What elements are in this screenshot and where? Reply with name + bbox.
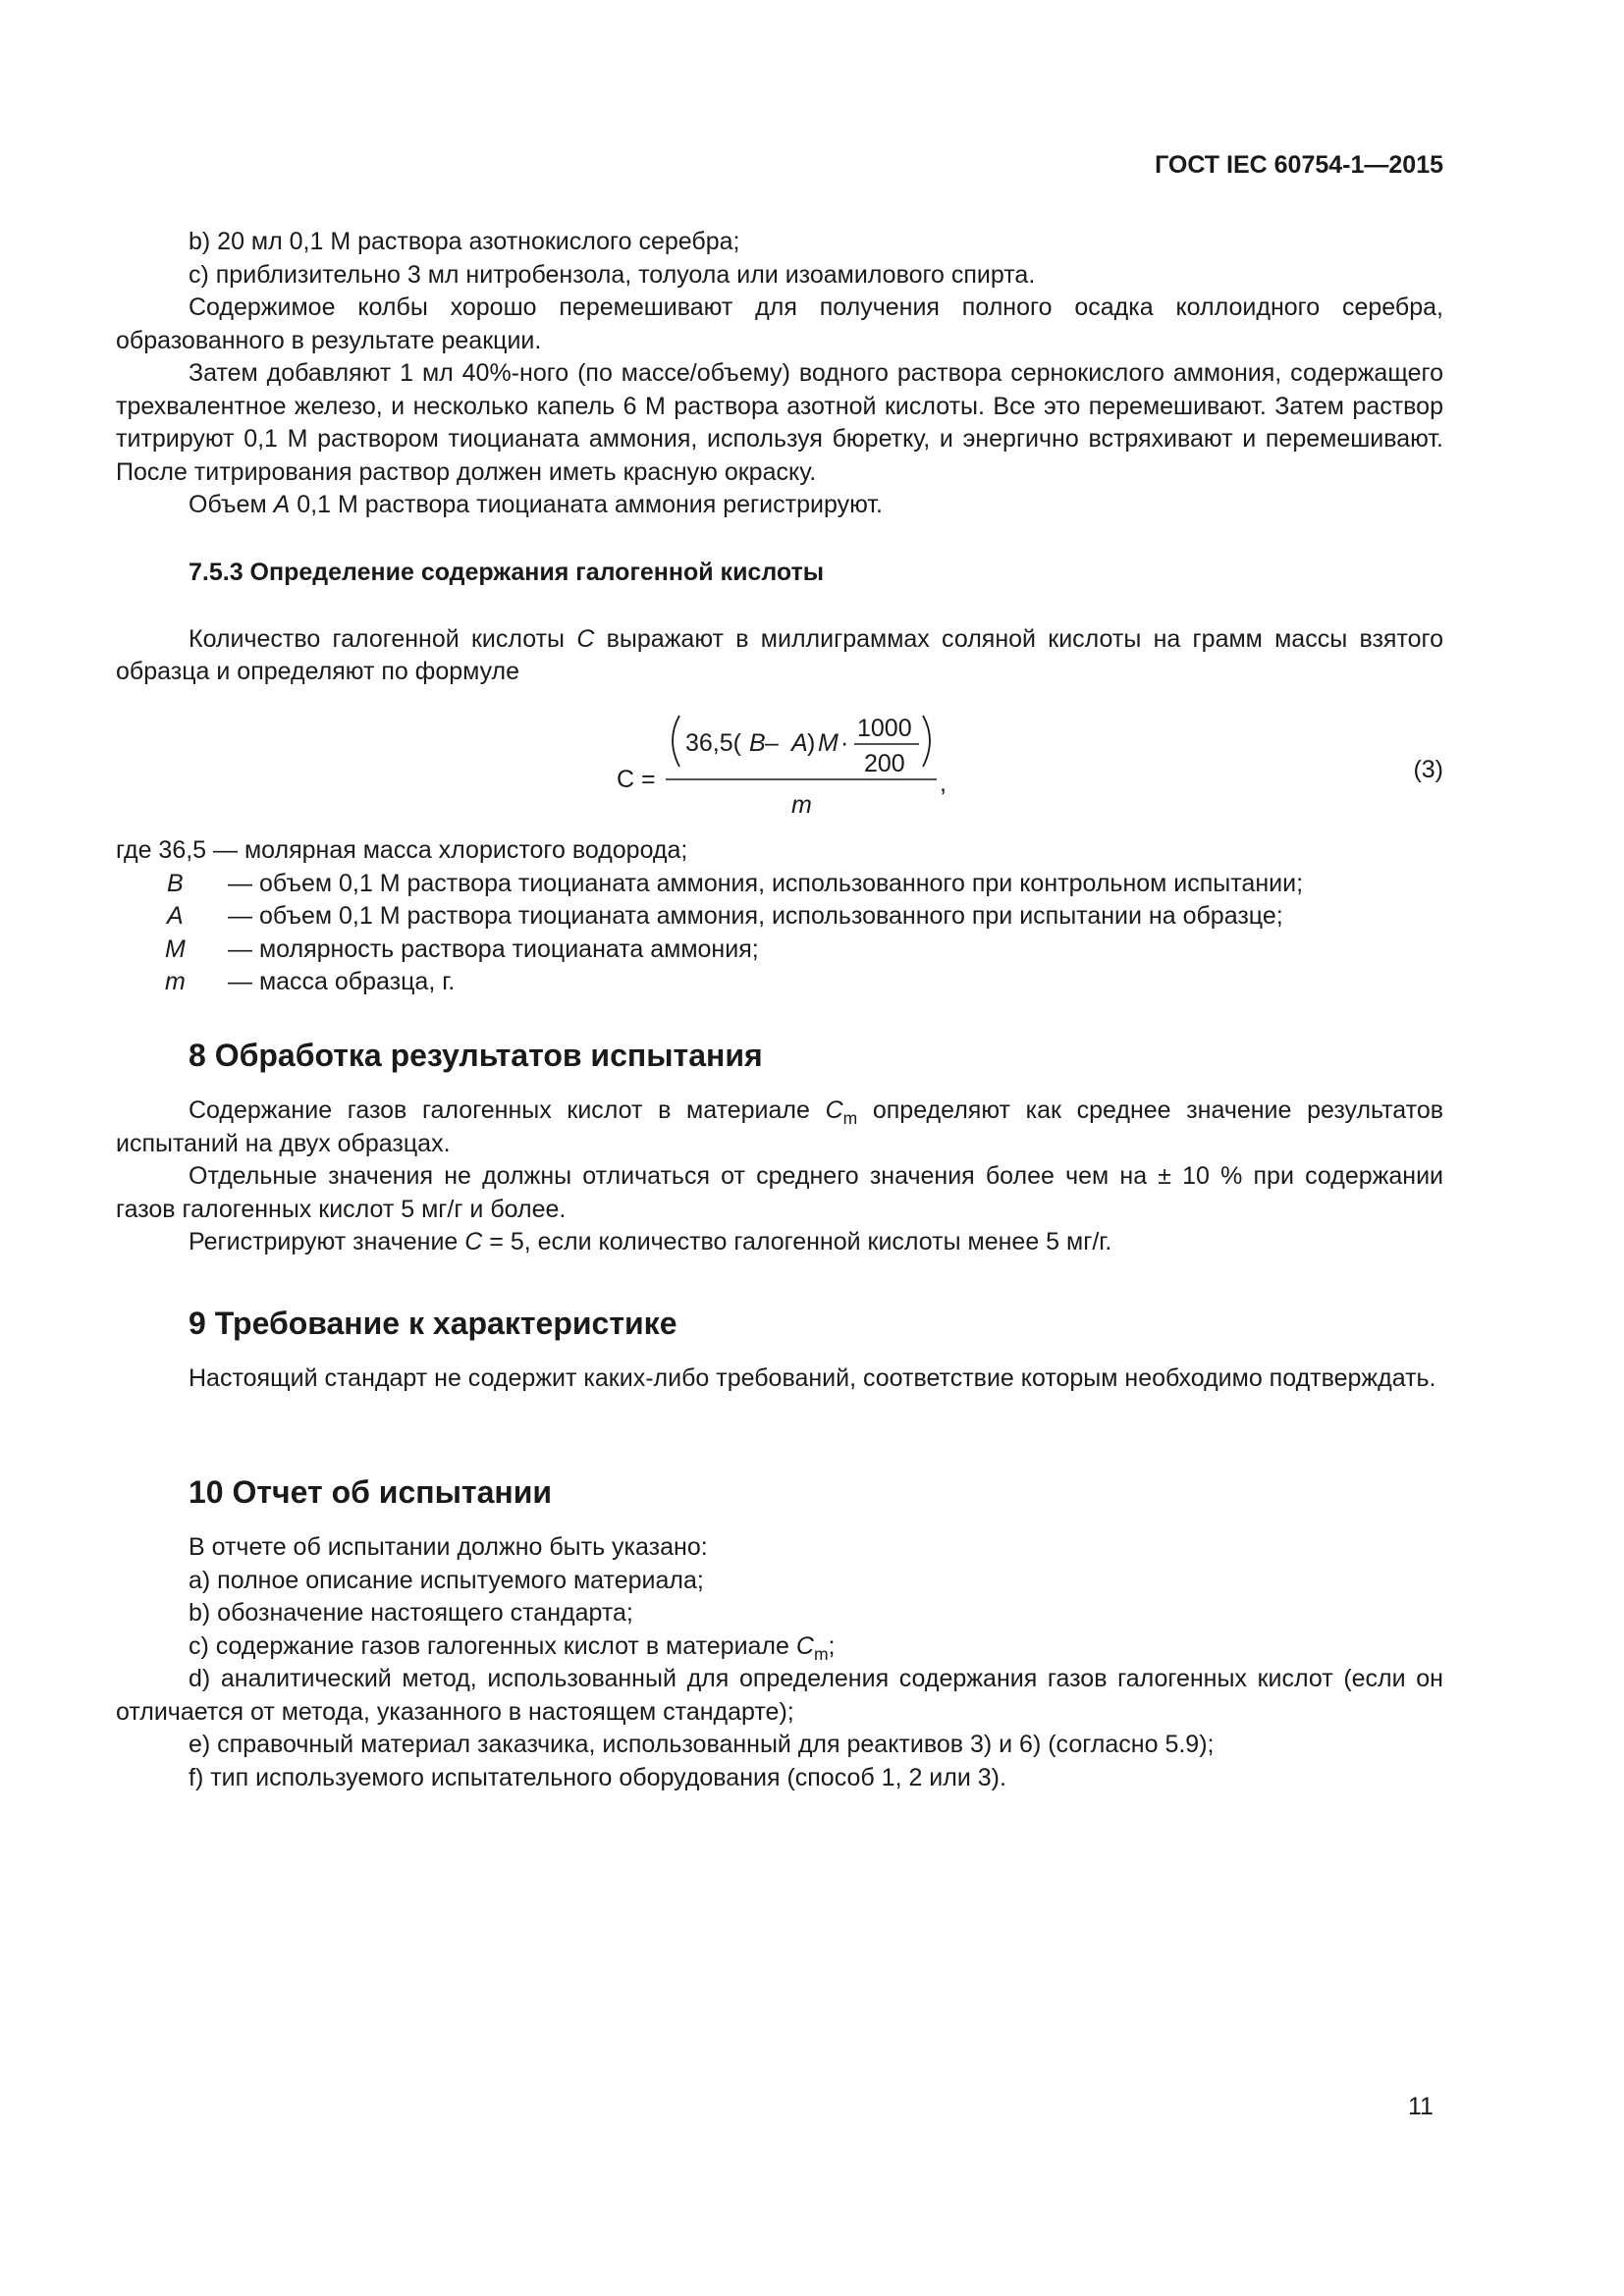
report-item-b: b) обозначение настоящего стандарта; [189, 1599, 633, 1627]
block-materials [116, 226, 1443, 522]
left-paren-icon [673, 716, 679, 767]
section-9 [116, 1304, 1443, 1396]
formula-coef: 36,5( [685, 729, 741, 757]
document-header: ГОСТ IEC 60754-1—2015 [1155, 151, 1443, 179]
formula-den-200: 200 [864, 750, 905, 777]
section-heading-7-5-3: 7.5.3 Определение содержания галогенной кислоты [189, 559, 825, 586]
section-10 [116, 1472, 1443, 1794]
formula-lhs: C = [617, 766, 656, 793]
report-item-f: f) тип используемого испытательного оборудования (способ 1, 2 или 3). [189, 1763, 1006, 1791]
section-heading-10: 10 Отчет об испытании [189, 1474, 553, 1510]
report-item-e: e) справочный материал заказчика, использованный для реактивов 3) и 6) (согласно 5.9); [189, 1731, 1215, 1758]
list-item-b: b) 20 мл 0,1 М раствора азотнокислого серебра; [189, 228, 740, 255]
section-heading-8: 8 Обработка результатов испытания [189, 1038, 763, 1073]
where-block [116, 834, 1443, 999]
section-7-5-3 [116, 557, 1443, 689]
report-item-a: a) полное описание испытуемого материала; [189, 1566, 704, 1594]
definition-b: B — объем 0,1 М раствора тиоцианата аммония, использованного при контрольном испытании; [167, 869, 1304, 897]
paragraph-mixing: Содержимое колбы хорошо перемешивают для получения полного осадка коллоидного серебра, образованного в результате реакции. [116, 294, 1443, 354]
formula-num-1000: 1000 [857, 715, 912, 742]
report-lead: В отчете об испытании должно быть указано: [189, 1533, 708, 1561]
definition-m-molarity: M — молярность раствора тиоцианата аммония; [165, 934, 759, 963]
list-item-c: c) приблизительно 3 мл нитробензола, толуола или изоамилового спирта. [189, 260, 1036, 289]
formula-var-b: B [749, 729, 766, 757]
section-heading-9: 9 Требование к характеристике [189, 1306, 677, 1341]
where-lead: где 36,5 — молярная масса хлористого водорода; [116, 836, 688, 864]
paragraph-titration: Затем добавляют 1 мл 40%-ного (по массе/объему) водного раствора сернокислого аммония, содержащего трехвалентное железо, и несколько капель 6 М раствора азотной кислоты. Все это перемешивают. Затем раствор титрируют 0,1 М раствором тиоцианата аммония, используя бюретку, и энергично встряхивают и перемешивают. После титрирования раствор должен иметь красную окраску. [116, 359, 1443, 486]
formula-graphic [116, 707, 1443, 825]
report-item-d: d) аналитический метод, использованный для определения содержания газов галогенных кислот (если он отличается от метода, указанного в настоящем стандарте); [116, 1665, 1443, 1726]
paragraph-quantity-c: Количество галогенной кислоты C выражают в миллиграммах соляной кислоты на грамм массы взятого образца и определяют по формуле [116, 624, 1443, 685]
formula-minus: – [765, 729, 779, 757]
formula-denominator-m: m [791, 791, 812, 819]
report-item-c: c) содержание газов галогенных кислот в материале $C_m$; [189, 1631, 836, 1664]
paragraph-cm-definition: Содержание газов галогенных кислот в материале $C_m$ определяют как среднее значение результатов испытаний на двух образцах. [116, 1096, 1443, 1157]
right-paren-icon [923, 716, 930, 767]
formula-close-paren: ) [807, 729, 816, 757]
paragraph-volume-a: Объем А 0,1 М раствора тиоцианата аммония регистрируют. [189, 491, 883, 518]
page-number: 11 [1408, 2093, 1434, 2120]
paragraph-deviation: Отдельные значения не должны отличаться от среднего значения более чем на ± 10 % при содержании газов галогенных кислот 5 мг/г и более. [116, 1162, 1443, 1223]
paragraph-register-c: Регистрируют значение C = 5, если количество галогенной кислоты менее 5 мг/г. [189, 1228, 1112, 1255]
formula-var-a: A [791, 729, 808, 757]
formula-number: (3) [1413, 756, 1443, 783]
section-8 [116, 1036, 1443, 1259]
formula-comma: , [940, 770, 947, 797]
formula-var-m: M [818, 729, 839, 757]
formula-dot: · [840, 729, 849, 757]
definition-a: A — объем 0,1 М раствора тиоцианата аммония, использованного при испытании на образце; [167, 902, 1283, 930]
definition-m-mass: m — масса образца, г. [165, 968, 456, 995]
paragraph-no-requirements: Настоящий стандарт не содержит каких-либо требований, соответствие которым необходимо подтверждать. [189, 1364, 1436, 1392]
